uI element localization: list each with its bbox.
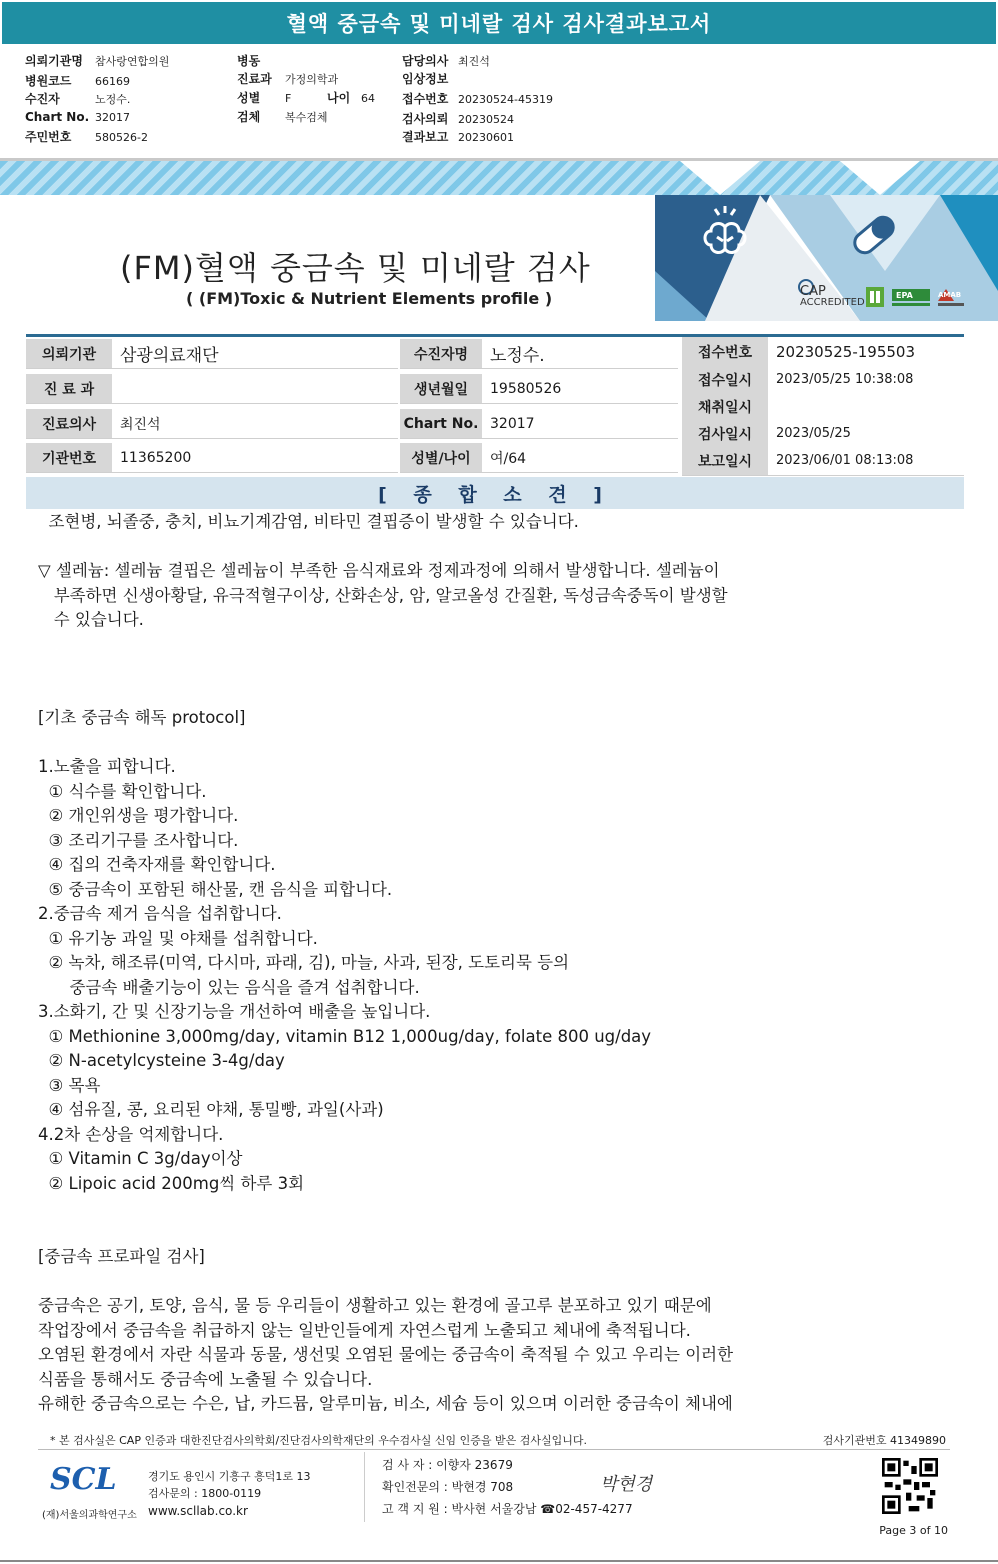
header-label: 병동 [237, 54, 261, 68]
dept-label: 진 료 과 [26, 374, 112, 404]
summary-line: 오염된 환경에서 자란 식물과 동물, 생선및 오염된 물에는 중금속이 축적될 수 있고 우리는 이러한 [38, 1345, 734, 1364]
header-label: 임상정보 [402, 72, 449, 86]
doctor-label: 진료의사 [26, 409, 112, 439]
footer-divider [38, 1449, 950, 1450]
recv-date-label: 접수일시 [682, 365, 768, 395]
summary-line: ① 식수를 확인합니다. [38, 781, 207, 801]
summary-line: ② N-acetylcysteine 3-4g/day [38, 1051, 285, 1070]
summary-line: 중금속 배출기능이 있는 음식을 즐겨 섭취합니다. [38, 977, 420, 997]
summary-line: ④ 섬유질, 콩, 요리된 야채, 통밀빵, 과일(사과) [38, 1100, 384, 1119]
tester-text: 검 사 자 : 이향자 23679 [382, 1458, 513, 1472]
summary-line: ③ 목욕 [38, 1075, 101, 1095]
summary-line: ② 녹차, 해조류(미역, 다시마, 파래, 김), 마늘, 사과, 된장, 도토리묵 등의 [38, 953, 570, 972]
header-value: 복수검체 [285, 111, 328, 124]
report-date-value: 2023/06/01 08:13:08 [768, 446, 964, 476]
header-value: 가정의학과 [285, 73, 339, 86]
page-bottom-line [0, 1560, 998, 1562]
header-label: Chart No. [25, 110, 90, 124]
sex-age-label: 성별/나이 [400, 443, 482, 473]
specialist-text: 확인전문의 : 박현경 708 [382, 1480, 514, 1494]
footer-vertical-divider [364, 1452, 365, 1522]
chart-value: 32017 [482, 409, 678, 439]
summary-line: 2.중금속 제거 음식을 섭취합니다. [38, 904, 282, 923]
blank-line [38, 535, 938, 560]
blank-line [38, 731, 938, 756]
header-value: 580526-2 [95, 131, 148, 144]
scl-name: (재)서울의과학연구소 [42, 1510, 137, 1521]
support-text: 고 객 지 원 : 박사현 서울강남 ☎02-457-4277 [382, 1502, 633, 1516]
lm-logo [866, 287, 884, 307]
cap-text: CAP [800, 284, 826, 299]
header-label: 의뢰기관명 [25, 54, 83, 68]
collect-value [768, 392, 964, 422]
qr-code-icon[interactable] [882, 1458, 938, 1514]
recv-no-value: 20230525-195503 [768, 337, 964, 367]
summary-line: 3.소화기, 간 및 신장기능을 개선하여 배출을 높입니다. [38, 1002, 431, 1021]
sex-age-value: 여/64 [482, 443, 678, 473]
summary-line: [기초 중금속 해독 protocol] [38, 708, 246, 727]
cap-logo-text [800, 284, 865, 308]
scl-logo: SCL [50, 1462, 117, 1497]
org-value: 삼광의료재단 [112, 339, 398, 369]
report-date-label: 보고일시 [682, 446, 768, 476]
recv-no-label: 접수번호 [682, 337, 768, 367]
summary-line: ④ 집의 건축자재를 확인합니다. [38, 855, 276, 874]
recv-date-value: 2023/05/25 10:38:08 [768, 365, 964, 395]
age-label: 나이 [327, 91, 351, 105]
header-value: F [285, 92, 292, 105]
header-value: 20230601 [458, 131, 514, 144]
blank-line [38, 1196, 938, 1221]
summary-line: ① Methionine 3,000mg/day, vitamin B12 1,000ug/day, folate 800 ug/day [38, 1026, 652, 1046]
summary-line: 조현병, 뇌졸중, 충치, 비뇨기계감염, 비타민 결핍증이 발생할 수 있습니다. [38, 512, 579, 531]
report-header-info [0, 44, 998, 162]
doctor-value: 최진석 [112, 409, 398, 439]
org-label: 의뢰기관 [26, 339, 112, 369]
test-banner [0, 161, 998, 321]
dept-value [112, 374, 398, 404]
collect-label: 채취일시 [682, 392, 768, 422]
agency-number: 검사기관번호 41349890 [822, 1434, 946, 1447]
header-label: 접수번호 [402, 92, 449, 106]
lab-address [148, 1468, 311, 1502]
header-label: 병원코드 [25, 74, 72, 88]
summary-line: 작업장에서 중금속을 취급하지 않는 일반인들에게 자연스럽게 노출되고 체내에 축적됩니다. [38, 1320, 691, 1340]
birth-value: 19580526 [482, 374, 678, 404]
name-value: 노정수. [482, 339, 678, 369]
header-label: 수진자 [25, 92, 60, 106]
summary-line: ① Vitamin C 3g/day이상 [38, 1149, 243, 1168]
staff-info [382, 1454, 633, 1520]
certification-note: * 본 검사실은 CAP 인증과 대한진단검사의학회/진단검사의학재단의 우수검사실 신임 인증을 받은 검사실입니다. [50, 1434, 588, 1447]
header-label: 성별 [237, 91, 261, 105]
website-link[interactable]: www.scllab.co.kr [148, 1504, 248, 1518]
test-subtitle: ( (FM)Toxic & Nutrient Elements profile ) [186, 289, 553, 308]
header-label: 검체 [237, 110, 261, 124]
accredited-text: ACCREDITED [800, 297, 865, 308]
test-date-value: 2023/05/25 [768, 419, 964, 449]
header-label: 주민번호 [25, 130, 72, 144]
doctor-signature: 박현경 [600, 1474, 653, 1495]
epa-logo-text: EPA [896, 291, 913, 300]
header-value: 참사랑연합의원 [95, 55, 170, 68]
summary-body [38, 510, 938, 1417]
blank-line [38, 657, 938, 682]
header-value: 20230524 [458, 113, 514, 126]
blank-line [38, 1221, 938, 1246]
blank-line [38, 633, 938, 658]
summary-line: 유해한 중금속으로는 수은, 납, 카드뮴, 알루미늄, 비소, 세슘 등이 있으며 이러한 중금속이 체내에 [38, 1394, 733, 1413]
header-value: 노정수. [95, 93, 131, 106]
summary-line: [중금속 프로파일 검사] [38, 1247, 205, 1266]
header-label: 진료과 [237, 72, 272, 86]
chart-label: Chart No. [400, 409, 482, 439]
summary-line: ▽ 셀레늄: 셀레늄 결핍은 셀레늄이 부족한 음식재료와 정제과정에 의해서 발생합니다. 셀레늄이 [38, 561, 720, 580]
report-title: 혈액 중금속 및 미네랄 검사 검사결과보고서 [2, 2, 996, 44]
address-text: 경기도 용인시 기흥구 흥덕1로 13 [148, 1470, 311, 1483]
summary-line: 중금속은 공기, 토양, 음식, 물 등 우리들이 생활하고 있는 환경에 골고루 분포하고 있기 때문에 [38, 1296, 712, 1315]
blank-line [38, 682, 938, 707]
summary-line: ③ 조리기구를 조사합니다. [38, 830, 239, 850]
code-label: 기관번호 [26, 443, 112, 473]
test-date-label: 검사일시 [682, 419, 768, 449]
age-value: 64 [361, 92, 375, 105]
header-value: 최진석 [458, 55, 490, 68]
header-value: 66169 [95, 75, 130, 88]
page-number: Page 3 of 10 [879, 1524, 948, 1537]
header-label: 검사의뢰 [402, 112, 449, 126]
header-label: 담당의사 [402, 54, 449, 68]
amab-logo-text: AMAB [938, 291, 962, 299]
summary-line: 식품을 통해서도 중금속에 노출될 수 있습니다. [38, 1369, 373, 1389]
summary-heading: [ 종 합 소 견 ] [26, 477, 964, 509]
summary-line: 4.2차 손상을 억제합니다. [38, 1124, 224, 1144]
code-value: 11365200 [112, 443, 398, 473]
header-value: 20230524-45319 [458, 93, 553, 106]
blank-line [38, 1270, 938, 1295]
summary-line: 수 있습니다. [38, 610, 144, 629]
summary-line: 부족하면 신생아황달, 유극적혈구이상, 산화손상, 암, 알코올성 간질환, 독성금속중독이 발생할 [38, 585, 728, 605]
summary-line: ② Lipoic acid 200mg씩 하루 3회 [38, 1173, 305, 1193]
summary-line: ① 유기농 과일 및 야채를 섭취합니다. [38, 928, 318, 948]
header-value: 32017 [95, 111, 130, 124]
birth-label: 생년월일 [400, 374, 482, 404]
summary-line: ⑤ 중금속이 포함된 해산물, 캔 음식을 피합니다. [38, 879, 393, 899]
summary-line: ② 개인위생을 평가합니다. [38, 806, 239, 825]
summary-line: 1.노출을 피합니다. [38, 757, 176, 776]
header-label: 결과보고 [402, 130, 449, 144]
inquiry-text: 검사문의 : 1800-0119 [148, 1487, 262, 1500]
name-label: 수진자명 [400, 339, 482, 369]
test-title: (FM)혈액 중금속 및 미네랄 검사 [120, 249, 591, 287]
